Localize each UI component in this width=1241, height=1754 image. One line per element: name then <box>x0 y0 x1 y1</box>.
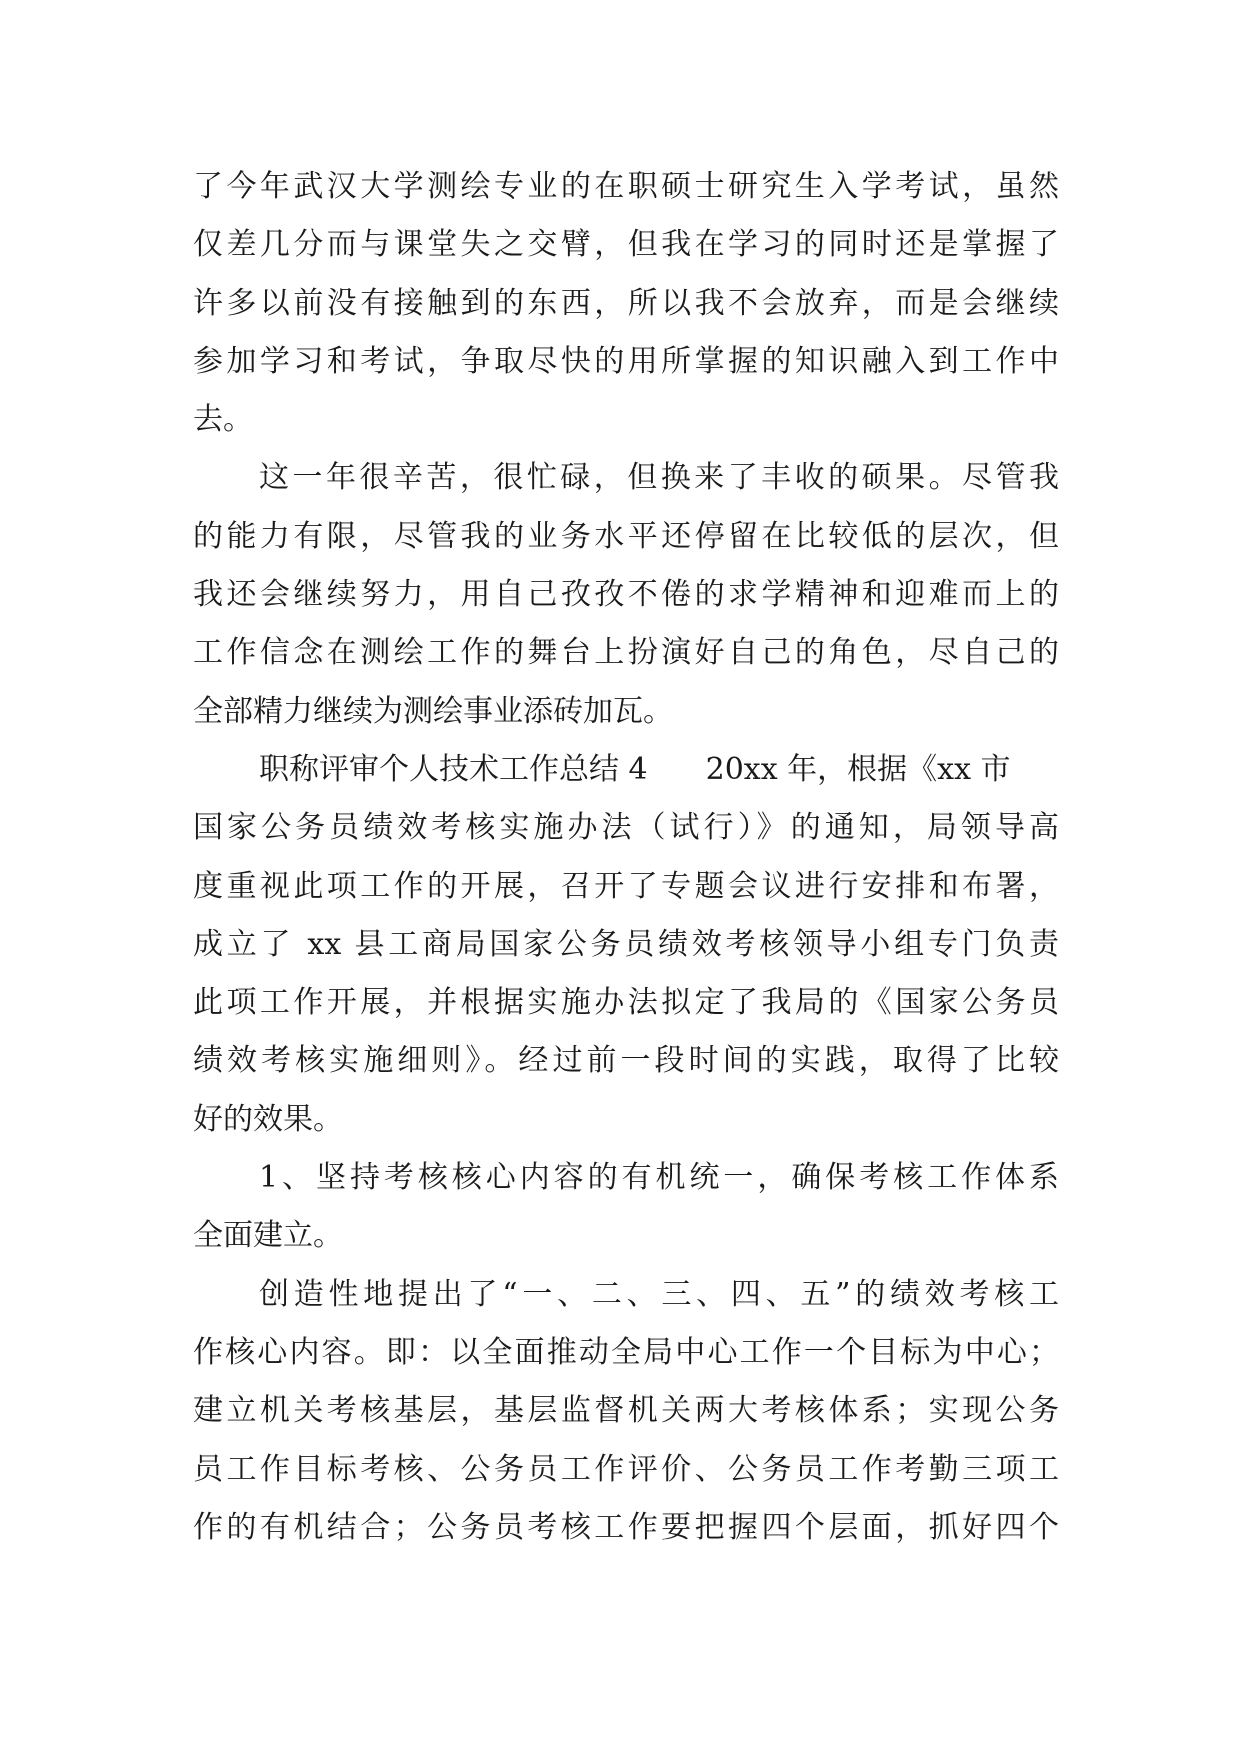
text-line: 度重视此项工作的开展，召开了专题会议进行安排和布署， <box>193 868 1059 904</box>
text-line: 成立了 xx 县工商局国家公务员绩效考核领导小组专门负责 <box>193 926 1059 962</box>
text-line: 参加学习和考试，争取尽快的用所掌握的知识融入到工作中 <box>193 343 1059 379</box>
text-line: 作核心内容。即：以全面推动全局中心工作一个目标为中心； <box>193 1334 1059 1370</box>
text-line: 仅差几分而与课堂失之交臂，但我在学习的同时还是掌握了 <box>193 227 1059 263</box>
text-line: 建立机关考核基层，基层监督机关两大考核体系；实现公务 <box>193 1393 1059 1429</box>
text-line: 许多以前没有接触到的东西，所以我不会放弃，而是会继续 <box>193 285 1059 321</box>
text-line: 绩效考核实施细则》。经过前一段时间的实践，取得了比较 <box>193 1043 1059 1079</box>
text-line: 的能力有限，尽管我的业务水平还停留在比较低的层次，但 <box>193 518 1059 554</box>
text-line: 作的有机结合；公务员考核工作要把握四个层面，抓好四个 <box>193 1509 1059 1545</box>
text-line: 工作信念在测绘工作的舞台上扮演好自己的角色，尽自己的 <box>193 635 1059 671</box>
text-line: 去。 <box>193 402 253 438</box>
text-line: 全面建立。 <box>193 1218 343 1254</box>
text-line-segment: 20xx 年，根据《xx 市 <box>705 751 1011 787</box>
text-line: 这一年很辛苦，很忙碌，但换来了丰收的硕果。尽管我 <box>259 460 1059 496</box>
text-line: 好的效果。 <box>193 1101 343 1137</box>
text-line: 我还会继续努力，用自己孜孜不倦的求学精神和迎难而上的 <box>193 577 1059 613</box>
heading-line <box>193 741 1059 799</box>
text-line: 全部精力继续为测绘事业添砖加瓦。 <box>193 693 673 729</box>
text-line: 了今年武汉大学测绘专业的在职硕士研究生入学考试，虽然 <box>193 169 1059 204</box>
text-line: 员工作目标考核、公务员工作评价、公务员工作考勤三项工 <box>193 1451 1059 1487</box>
document-body <box>193 158 1059 1557</box>
section-heading: 职称评审个人技术工作总结 4 <box>259 751 648 787</box>
text-line: 此项工作开展，并根据实施办法拟定了我局的《国家公务员 <box>193 985 1059 1021</box>
text-line: 创造性地提出了“一、二、三、四、五”的绩效考核工 <box>259 1276 1059 1312</box>
text-line: 1、坚持考核核心内容的有机统一，确保考核工作体系 <box>259 1160 1059 1196</box>
text-line: 国家公务员绩效考核实施办法（试行）》的通知，局领导高 <box>193 810 1059 846</box>
